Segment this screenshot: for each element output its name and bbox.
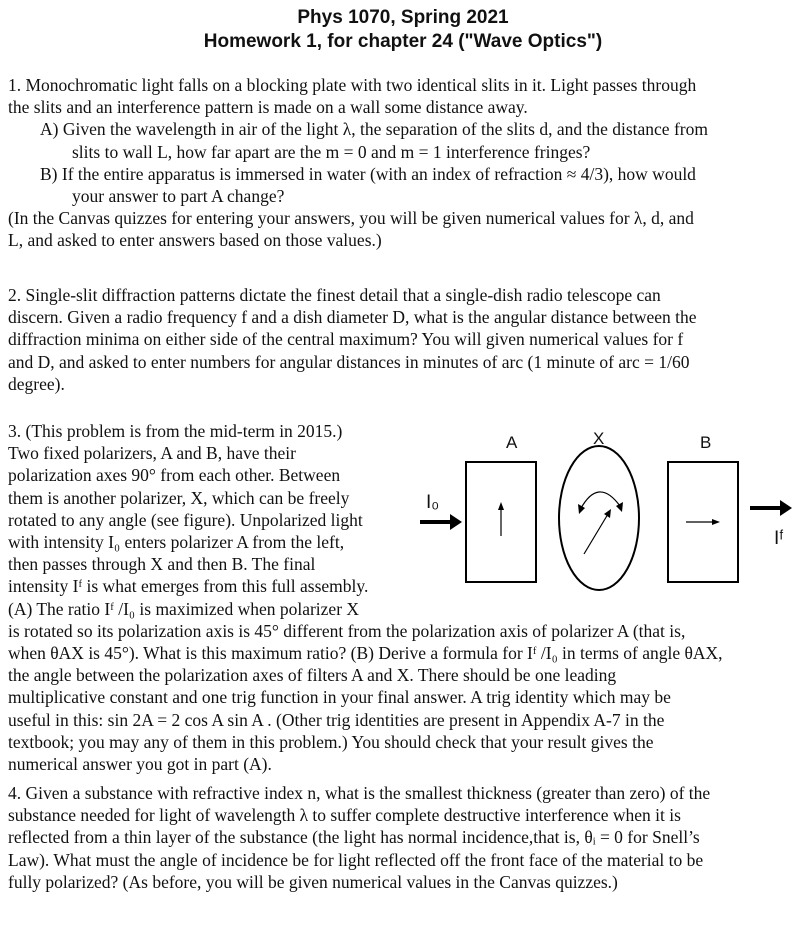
q1-part-b-line: your answer to part A change? <box>72 186 285 207</box>
q4-line: Law). What must the angle of incidence be for light reflected off the front face of the material to be <box>8 849 704 870</box>
q4-line: fully polarized? (As before, you will be given numerical values in the Canvas quizzes.) <box>8 871 618 892</box>
incoming-arrow-icon <box>420 514 462 530</box>
polarizer-x-ellipse[interactable] <box>559 446 639 590</box>
q1-note-line: L, and asked to enter answers based on those values.) <box>8 230 382 251</box>
q2-line: discern. Given a radio frequency f and a dish diameter D, what is the angular distance between the <box>8 307 697 328</box>
q2-line: and D, and asked to enter numbers for angular distances in minutes of arc (1 minute of arc = 1/60 <box>8 351 690 372</box>
q4-line: reflected from a thin layer of the substance (the light has normal incidence,that is, θᵢ = 0 for Snell’s <box>8 827 700 848</box>
polarizer-b-axis-icon <box>686 519 720 525</box>
q1-line: the slits and an interference pattern is made on a wall some distance away. <box>8 97 528 118</box>
q3-line: then passes through X and then B. The final <box>8 554 316 575</box>
polarizer-x-axis-icon <box>584 509 611 554</box>
polarizer-a-axis-icon <box>498 502 504 536</box>
outgoing-arrow-icon <box>750 500 792 516</box>
q3-line: intensity Iᶠ is what emerges from this full assembly. <box>8 576 369 597</box>
q3-line: rotated to any angle (see figure). Unpolarized light <box>8 509 363 530</box>
q2-line: diffraction minima on either side of the central maximum? You will given numerical values for f <box>8 329 684 350</box>
question-1 <box>8 74 800 252</box>
label-polarizer-b: B <box>700 433 712 452</box>
question-2 <box>8 284 800 395</box>
question-4 <box>8 782 800 893</box>
label-polarizer-x: X <box>593 429 605 448</box>
q2-line: 2. Single-slit diffraction patterns dictate the finest detail that a single-dish radio telescope can <box>8 285 661 305</box>
q1-part-a-line: slits to wall L, how far apart are the m = 0 and m = 1 interference fringes? <box>72 141 591 162</box>
q3-line: with intensity I₀ enters polarizer A from the left, <box>8 532 345 553</box>
q4-line: 4. Given a substance with refractive index n, what is the smallest thickness (greater than zero) of the <box>8 783 711 803</box>
q3-line: multiplicative constant and one trig function in your final answer. A trig identity which may be <box>8 687 671 708</box>
polarizer-figure <box>418 426 804 596</box>
q3-line: when θAX is 45°). What is this maximum ratio? (B) Derive a formula for Iᶠ /I₀ in terms of angle θAX, <box>8 643 723 664</box>
label-polarizer-a: A <box>506 433 518 452</box>
q4-line: substance needed for light of wavelength λ to suffer complete destructive interference when it is <box>8 805 681 826</box>
q3-line: the angle between the polarization axes of filters A and X. There should be one leading <box>8 665 617 686</box>
q3-line: numerical answer you got in part (A). <box>8 754 272 775</box>
q1-line: 1. Monochromatic light falls on a blocking plate with two identical slits in it. Light passes through <box>8 75 697 95</box>
q3-line: polarization axes 90° from each other. Between <box>8 465 341 486</box>
q1-note-line: (In the Canvas quizzes for entering your answers, you will be given numerical values for λ, d, and <box>8 208 694 229</box>
page-title: Phys 1070, Spring 2021 <box>297 7 509 28</box>
q3-line: textbook; you may any of them in this problem.) You should check that your result gives the <box>8 731 654 752</box>
q2-line: degree). <box>8 373 65 394</box>
page-subtitle: Homework 1, for chapter 24 ("Wave Optics") <box>203 31 603 52</box>
q3-line: useful in this: sin 2A = 2 cos A sin A . (Other trig identities are present in Appendix A-7 in the <box>8 709 665 730</box>
q3-line: them is another polarizer, X, which can be freely <box>8 487 350 508</box>
q3-line: 3. (This problem is from the mid-term in 2015.) <box>8 421 343 441</box>
q3-line: Two fixed polarizers, A and B, have their <box>8 443 296 464</box>
q1-part-a-line: A) Given the wavelength in air of the light λ, the separation of the slits d, and the distance from <box>40 119 708 140</box>
label-intensity-in: I₀ <box>426 492 440 513</box>
rotation-arrow-icon <box>578 492 623 514</box>
q3-line: (A) The ratio Iᶠ /I₀ is maximized when polarizer X <box>8 598 360 619</box>
label-intensity-out: Iᶠ <box>774 528 784 549</box>
q1-part-b-line: B) If the entire apparatus is immersed in water (with an index of refraction ≈ 4/3), how would <box>40 163 696 184</box>
q3-line: is rotated so its polarization axis is 45° different from the polarization axis of polarizer A (that is, <box>8 620 686 641</box>
